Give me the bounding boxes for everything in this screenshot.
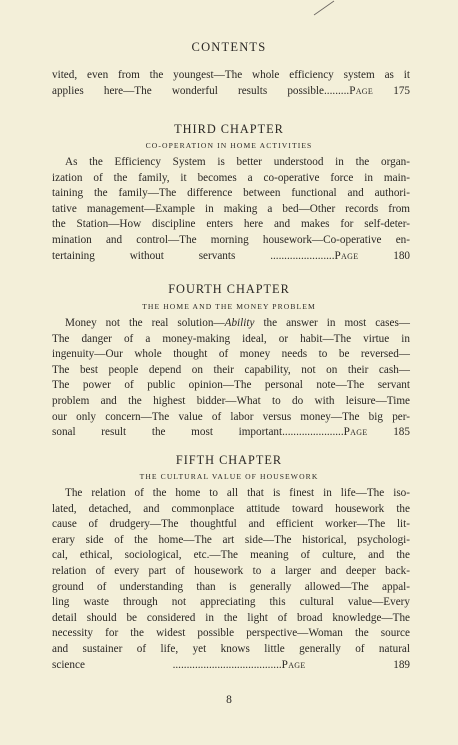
page-ref-label: Page — [334, 249, 359, 262]
chapter-summary — [52, 486, 410, 673]
intro-continuation — [52, 68, 410, 99]
text-line: cause of drudgery—The thoughtful and efficient worker—The lit- — [52, 518, 410, 531]
chapter-subtitle: THE CULTURAL VALUE OF HOUSEWORK — [139, 472, 319, 481]
text-line: necessity for the widest possible perspective—Woman the source — [52, 627, 410, 640]
emphasis-text: Ability — [224, 317, 255, 329]
text-line: The relation of the home to all that is finest in life—The iso- — [65, 487, 410, 499]
text-line: As the Efficiency System is better understood in the organ- — [65, 156, 410, 168]
text-line: relation of every part of housework to a larger and deeper back- — [52, 564, 410, 577]
text-line: mination and control—The morning housework—Co-operative en- — [52, 233, 410, 246]
pencil-mark — [312, 0, 352, 16]
text-line: sonal result the most important......................Page 185 — [52, 426, 410, 439]
text-line: and sustainer of life, yet knows little generally of natural — [52, 642, 410, 655]
page-number: 8 — [226, 694, 232, 706]
chapter-subtitle: THE HOME AND THE MONEY PROBLEM — [142, 302, 316, 311]
text-line: tertaining without servants .......................Page 180 — [52, 249, 411, 262]
chapter-summary — [52, 155, 410, 264]
text-line: The power of public opinion—The personal note—The servant — [52, 379, 410, 392]
chapter-title: FOURTH CHAPTER — [168, 282, 290, 296]
chapter-subtitle: CO-OPERATION IN HOME ACTIVITIES — [145, 141, 313, 150]
chapter-title: THIRD CHAPTER — [174, 122, 284, 136]
text-segment: the answer in most cases— — [254, 317, 410, 329]
text-line: lated, detached, and commonplace attitude toward housework the — [52, 502, 410, 515]
text-line: The best people depend on their capability, not on their cash— — [52, 363, 410, 376]
text-line: our only concern—The value of labor versus money—The big per- — [52, 410, 410, 423]
text-line: the Station—How discipline enters here and makes for self-deter- — [52, 218, 410, 231]
page-ref-label: Page — [281, 658, 306, 671]
page-header: CONTENTS — [191, 40, 267, 54]
text-line: applies here—The wonderful results possible.........Page 175 — [52, 84, 410, 97]
page-ref-label: Page — [349, 84, 374, 97]
text-line: ingenuity—Our whole thought of money needs to be reversed— — [52, 348, 410, 361]
text-segment: Money not the real solution— — [65, 317, 225, 329]
text-line: erary side of the home—The art side—The historical, psychologi- — [52, 533, 410, 546]
page-ref-label: Page — [343, 426, 368, 439]
text-line — [52, 316, 410, 332]
text-line: science .......................................Page 189 — [52, 658, 410, 671]
text-line: vited, even from the youngest—The whole efficiency system as it — [52, 69, 410, 81]
text-line: detail should be considered in the light of broad knowledge—The — [52, 611, 410, 624]
text-line: tative management—Example in making a bed—Other records from — [52, 202, 410, 215]
text-line: ground of understanding than is generally allowed—The appal- — [52, 580, 410, 593]
text-line: The danger of a money-making ideal, or habit—The virtue in — [52, 332, 410, 345]
text-line: ization of the family, it becomes a co-operative force in main- — [52, 171, 410, 184]
text-line: taining the family—The difference between functional and authori- — [52, 187, 410, 200]
chapter-title: FIFTH CHAPTER — [175, 453, 283, 467]
chapter-summary — [52, 316, 410, 441]
text-line: cal, ethical, sociological, etc.—The meaning of culture, and the — [52, 549, 410, 562]
text-line: problem and the highest bidder—What to do with leisure—Time — [52, 394, 410, 407]
text-line: ling waste through not appreciating this cultural value—Every — [52, 596, 410, 609]
